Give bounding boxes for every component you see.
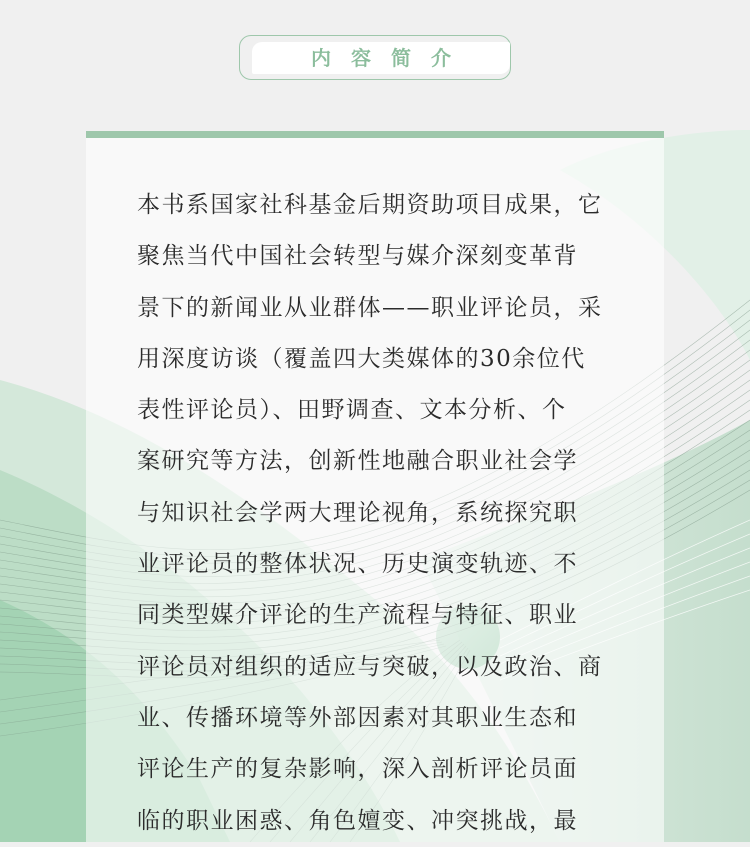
intro-line: 案研究等方法，创新性地融合职业社会学	[137, 448, 578, 475]
intro-line: 聚焦当代中国社会转型与媒介深刻变革背	[137, 243, 578, 270]
intro-line: 临的职业困惑、角色嬗变、冲突挑战，最	[137, 807, 578, 834]
intro-line: 与知识社会学两大理论视角，系统探究职	[137, 499, 578, 526]
intro-line: 评论员对组织的适应与突破，以及政治、商	[137, 653, 603, 680]
intro-line: 业、传播环境等外部因素对其职业生态和	[137, 704, 578, 731]
card-top-bar	[86, 131, 664, 138]
intro-line: 业评论员的整体状况、历史演变轨迹、不	[137, 551, 578, 578]
intro-line: 用深度访谈（覆盖四大类媒体的30余位代	[137, 345, 586, 372]
intro-line: 同类型媒介评论的生产流程与特征、职业	[137, 602, 578, 629]
intro-line: 景下的新闻业从业群体——职业评论员，采	[137, 294, 603, 321]
intro-line: 表性评论员）、田野调查、文本分析、个	[137, 397, 567, 424]
intro-paragraph	[137, 180, 619, 847]
section-title: 内容简介	[311, 46, 471, 70]
intro-line: 评论生产的复杂影响，深入剖析评论员面	[137, 756, 578, 783]
intro-line: 本书系国家社科基金后期资助项目成果，它	[137, 192, 603, 218]
